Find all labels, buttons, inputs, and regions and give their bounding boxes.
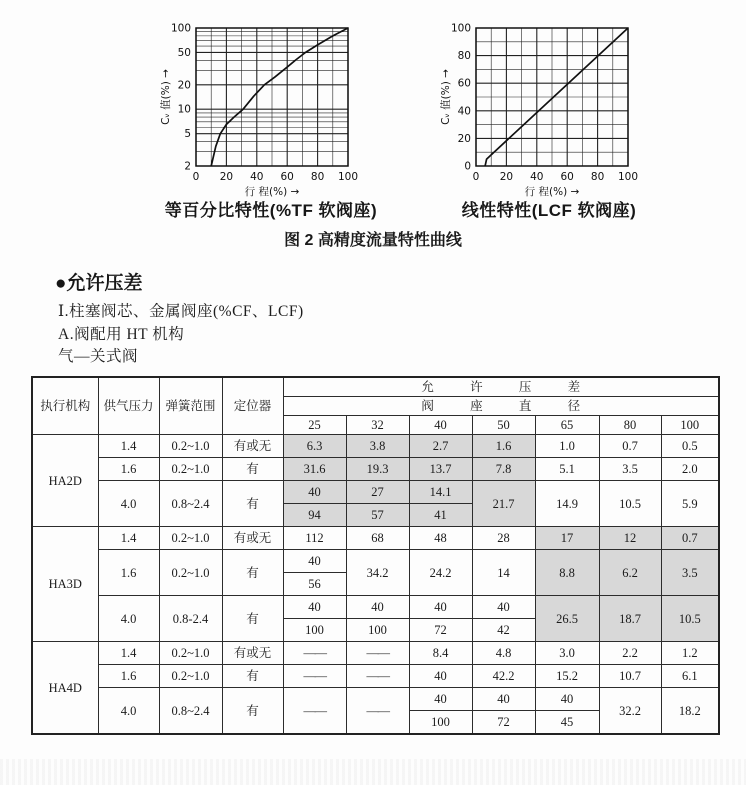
table-cell: 有 [222,458,283,481]
table-cell: 1.6 [98,665,159,688]
pressure-table [31,376,720,735]
table-cell: 1.4 [98,435,159,458]
table-cell: —— [346,642,409,665]
table-cell: 2.2 [599,642,661,665]
table-cell: 40 [283,550,346,573]
table-cell: 40 [409,665,472,688]
table-cell: 24.2 [409,550,472,596]
table-cell: 19.3 [346,458,409,481]
table-cell: 56 [283,573,346,596]
header-spring-range: 弹簧范围 [159,377,222,435]
svg-text:60: 60 [560,171,574,183]
table-cell: 15.2 [535,665,599,688]
table-cell: 21.7 [472,481,535,527]
table-row [32,596,719,619]
table-cell: 40 [346,596,409,619]
table-cell: —— [346,688,409,735]
svg-text:100: 100 [337,171,359,183]
table-cell: 有 [222,665,283,688]
diameter-col: 80 [599,416,661,435]
table-row [32,665,719,688]
table-cell: 1.6 [98,458,159,481]
svg-text:20: 20 [499,171,514,183]
table-cell: 5.9 [661,481,719,527]
table-cell: 有或无 [222,642,283,665]
table-cell: 1.6 [98,550,159,596]
table-cell: 7.8 [472,458,535,481]
table-cell: 94 [283,504,346,527]
table-cell: 34.2 [346,550,409,596]
table-cell: 32.2 [599,688,661,735]
equal-percentage-chart-title: 等百分比特性(%TF 软阀座) [164,201,378,220]
svg-text:100: 100 [170,22,191,35]
svg-text:100: 100 [617,171,639,183]
table-row [32,527,719,550]
table-cell: 72 [409,619,472,642]
svg-text:20: 20 [177,79,191,92]
header-positioner: 定位器 [222,377,283,435]
diameter-col: 25 [283,416,346,435]
body-line-seat-type: Ⅰ.柱塞阀芯、金属阀座(%CF、LCF) [58,303,304,320]
svg-text:40: 40 [457,105,471,118]
table-cell: 40 [472,688,535,711]
table-row [32,688,719,711]
table-cell: 0.8~2.4 [159,481,222,527]
table-cell: 17 [535,527,599,550]
table-cell: 100 [409,711,472,735]
svg-text:10: 10 [177,103,191,116]
table-cell: 13.7 [409,458,472,481]
svg-text:60: 60 [280,171,294,183]
equal-percentage-chart [156,20,371,212]
table-cell: 40 [283,481,346,504]
table-cell: 48 [409,527,472,550]
table-cell: 40 [409,596,472,619]
pressure-table-body [32,435,719,735]
section-heading [55,268,143,295]
linear-chart-title: 线性特性(LCF 软阀座) [461,201,637,220]
header-seat-diameter: 阀座直径 [283,397,719,416]
table-cell: 57 [346,504,409,527]
table-cell: 42.2 [472,665,535,688]
figure-caption: 图 2 高精度流量特性曲线 [284,232,462,249]
table-cell: 0.2~1.0 [159,458,222,481]
table-cell: 有 [222,688,283,735]
table-cell: 100 [283,619,346,642]
table-cell: 有 [222,550,283,596]
table-cell: 12 [599,527,661,550]
table-cell: 10.5 [599,481,661,527]
table-cell: —— [283,665,346,688]
header-allowable-pressure-diff: 允许压差 [283,377,719,397]
table-cell: 0.8-2.4 [159,596,222,642]
table-cell: 4.0 [98,481,159,527]
actuator-cell: HA3D [32,527,98,642]
table-cell: 45 [535,711,599,735]
table-cell: 4.8 [472,642,535,665]
body-line-actuator: A.阀配用 HT 机构 [58,326,185,343]
table-cell: —— [346,665,409,688]
svg-text:100: 100 [450,22,471,35]
table-cell: 40 [283,596,346,619]
table-cell: 18.7 [599,596,661,642]
table-cell: 有或无 [222,435,283,458]
svg-text:5: 5 [184,128,191,141]
table-cell: 1.2 [661,642,719,665]
table-cell: 有或无 [222,527,283,550]
table-cell: 0.2~1.0 [159,550,222,596]
table-cell: 40 [535,688,599,711]
table-cell: 1.0 [535,435,599,458]
svg-text:80: 80 [457,50,471,63]
table-cell: 0.8~2.4 [159,688,222,735]
table-cell: —— [283,642,346,665]
table-cell: 6.2 [599,550,661,596]
svg-text:Cᵥ 值(%) →: Cᵥ 值(%) → [440,69,452,125]
actuator-cell: HA4D [32,642,98,735]
table-cell: 27 [346,481,409,504]
svg-text:0: 0 [464,160,471,173]
table-cell: 14 [472,550,535,596]
table-cell: 8.8 [535,550,599,596]
svg-text:20: 20 [457,132,471,145]
table-cell: 3.8 [346,435,409,458]
svg-text:2: 2 [184,160,191,173]
table-cell: 4.0 [98,688,159,735]
table-cell: 41 [409,504,472,527]
table-cell: 26.5 [535,596,599,642]
table-cell: 31.6 [283,458,346,481]
table-cell: —— [283,688,346,735]
table-cell: 42 [472,619,535,642]
table-cell: 0.2~1.0 [159,665,222,688]
table-cell: 5.1 [535,458,599,481]
svg-text:40: 40 [530,171,544,183]
scan-artifact-band [0,759,746,785]
linear-characteristic-chart [436,20,651,212]
svg-text:80: 80 [590,171,605,183]
table-cell: 4.0 [98,596,159,642]
table-cell: 40 [409,688,472,711]
table-cell: 有 [222,596,283,642]
table-cell: 68 [346,527,409,550]
table-cell: 1.6 [472,435,535,458]
table-cell: 6.3 [283,435,346,458]
table-cell: 0.2~1.0 [159,642,222,665]
table-cell: 2.0 [661,458,719,481]
table-cell: 10.5 [661,596,719,642]
table-cell: 40 [472,596,535,619]
svg-text:0: 0 [472,171,480,183]
table-cell: 28 [472,527,535,550]
actuator-cell: HA2D [32,435,98,527]
table-cell: 0.2~1.0 [159,527,222,550]
table-cell: 0.7 [661,527,719,550]
table-cell: 0.7 [599,435,661,458]
table-cell: 112 [283,527,346,550]
table-cell: 18.2 [661,688,719,735]
table-cell: 1.4 [98,527,159,550]
svg-text:40: 40 [250,171,264,183]
svg-text:50: 50 [177,46,191,59]
svg-text:0: 0 [192,171,200,183]
table-row [32,458,719,481]
table-row [32,481,719,504]
diameter-col: 32 [346,416,409,435]
table-row [32,550,719,573]
table-cell: 14.1 [409,481,472,504]
diameter-col: 65 [535,416,599,435]
table-cell: 有 [222,481,283,527]
diameter-col: 50 [472,416,535,435]
svg-text:20: 20 [219,171,234,183]
table-cell: 100 [346,619,409,642]
section-heading-text: 允许压差 [66,273,143,294]
table-cell: 6.1 [661,665,719,688]
svg-text:Cᵥ 值(%) →: Cᵥ 值(%) → [160,69,172,125]
table-cell: 2.7 [409,435,472,458]
table-cell: 0.2~1.0 [159,435,222,458]
table-cell: 10.7 [599,665,661,688]
diameter-col: 40 [409,416,472,435]
table-cell: 3.5 [661,550,719,596]
table-cell: 8.4 [409,642,472,665]
table-cell: 72 [472,711,535,735]
table-row [32,642,719,665]
diameter-col: 100 [661,416,719,435]
table-cell: 3.5 [599,458,661,481]
svg-text:80: 80 [310,171,325,183]
header-supply-pressure: 供气压力 [98,377,159,435]
svg-text:行 程(%) →: 行 程(%) → [244,186,300,198]
header-actuator: 执行机构 [32,377,98,435]
table-cell: 14.9 [535,481,599,527]
svg-text:60: 60 [457,77,471,90]
svg-text:行 程(%) →: 行 程(%) → [524,186,580,198]
table-row [32,435,719,458]
body-line-valve-action: 气—关式阀 [58,348,139,365]
table-cell: 1.4 [98,642,159,665]
bullet-icon: ● [55,273,67,294]
table-cell: 0.5 [661,435,719,458]
table-cell: 3.0 [535,642,599,665]
